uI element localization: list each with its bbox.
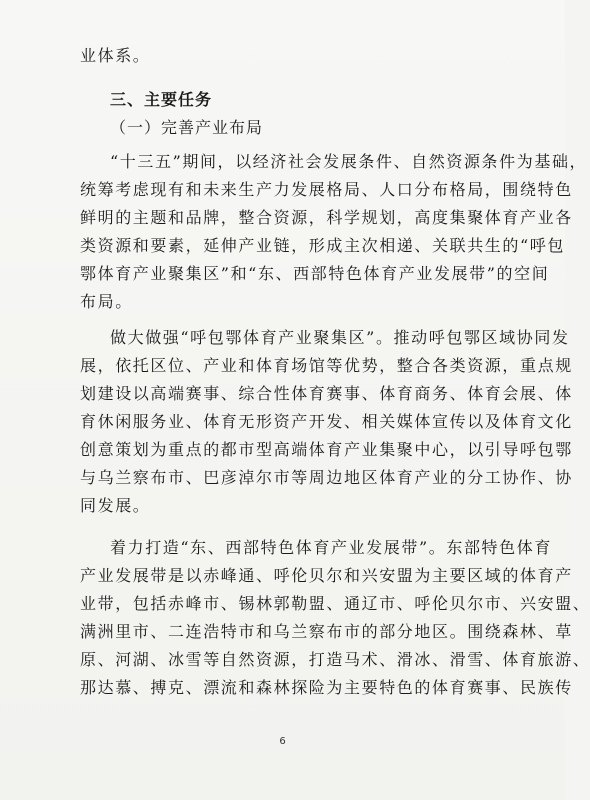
subsection-heading: （一）完善产业布局: [110, 118, 264, 137]
paragraph-2: [80, 328, 573, 516]
text-line: 统筹考虑现有和未来生产力发展格局、人口分布格局，围绕特色: [80, 180, 573, 199]
page-number: 6: [279, 736, 286, 747]
text-line: 满洲里市、二连浩特市和乌兰察布市的部分地区。围绕森林、草: [80, 622, 573, 641]
text-line: 与乌兰察布市、巴彦淖尔市等周边地区体育产业的分工协作、协: [80, 468, 573, 487]
text-line: 着力打造“东、西部特色体育产业发展带”。东部特色体育: [110, 538, 552, 557]
section-heading-block: [110, 90, 550, 110]
text-line: 做大做强“呼包鄂体育产业聚集区”。推动呼包鄂区域协同发: [110, 328, 570, 347]
text-line: 展，依托区位、产业和体育场馆等优势，整合各类资源，重点规: [80, 356, 573, 375]
text-line: 鄂体育产业聚集区”和“东、西部特色体育产业发展带”的空间: [80, 264, 550, 283]
text-line: 原、河湖、冰雪等自然资源，打造马术、滑冰、滑雪、体育旅游、: [80, 650, 590, 669]
text-line: 那达慕、搏克、漂流和森林探险为主要特色的体育赛事、民族传: [80, 678, 573, 697]
carryover-text: [80, 46, 520, 66]
text-line: 创意策划为重点的都市型高端体育产业集聚中心，以引导呼包鄂: [80, 440, 573, 459]
text-line: 业带，包括赤峰市、锡林郭勒盟、通辽市、呼伦贝尔市、兴安盟、: [80, 594, 590, 613]
paragraph-3: [80, 538, 590, 698]
text-line: 鲜明的主题和品牌，整合资源，科学规划，高度集聚体育产业各: [80, 208, 573, 227]
section-heading: 三、主要任务: [110, 90, 213, 109]
paragraph-1: [80, 152, 588, 312]
text-line: 布局。: [80, 292, 133, 311]
text-line: 业体系。: [80, 46, 151, 65]
text-line: 类资源和要素，延伸产业链，形成主次相递、关联共生的“呼包: [80, 236, 565, 255]
text-line: 划建设以高端赛事、综合性体育赛事、体育商务、体育会展、体: [80, 384, 573, 403]
text-line: “十三五”期间，以经济社会发展条件、自然资源条件为基础，: [110, 152, 588, 171]
text-line: 产业发展带是以赤峰通、呼伦贝尔和兴安盟为主要区域的体育产: [80, 566, 573, 585]
text-line: 育休闲服务业、体育无形资产开发、相关媒体宣传以及体育文化: [80, 412, 573, 431]
text-line: 同发展。: [80, 496, 151, 515]
subheading-block: [110, 118, 550, 138]
